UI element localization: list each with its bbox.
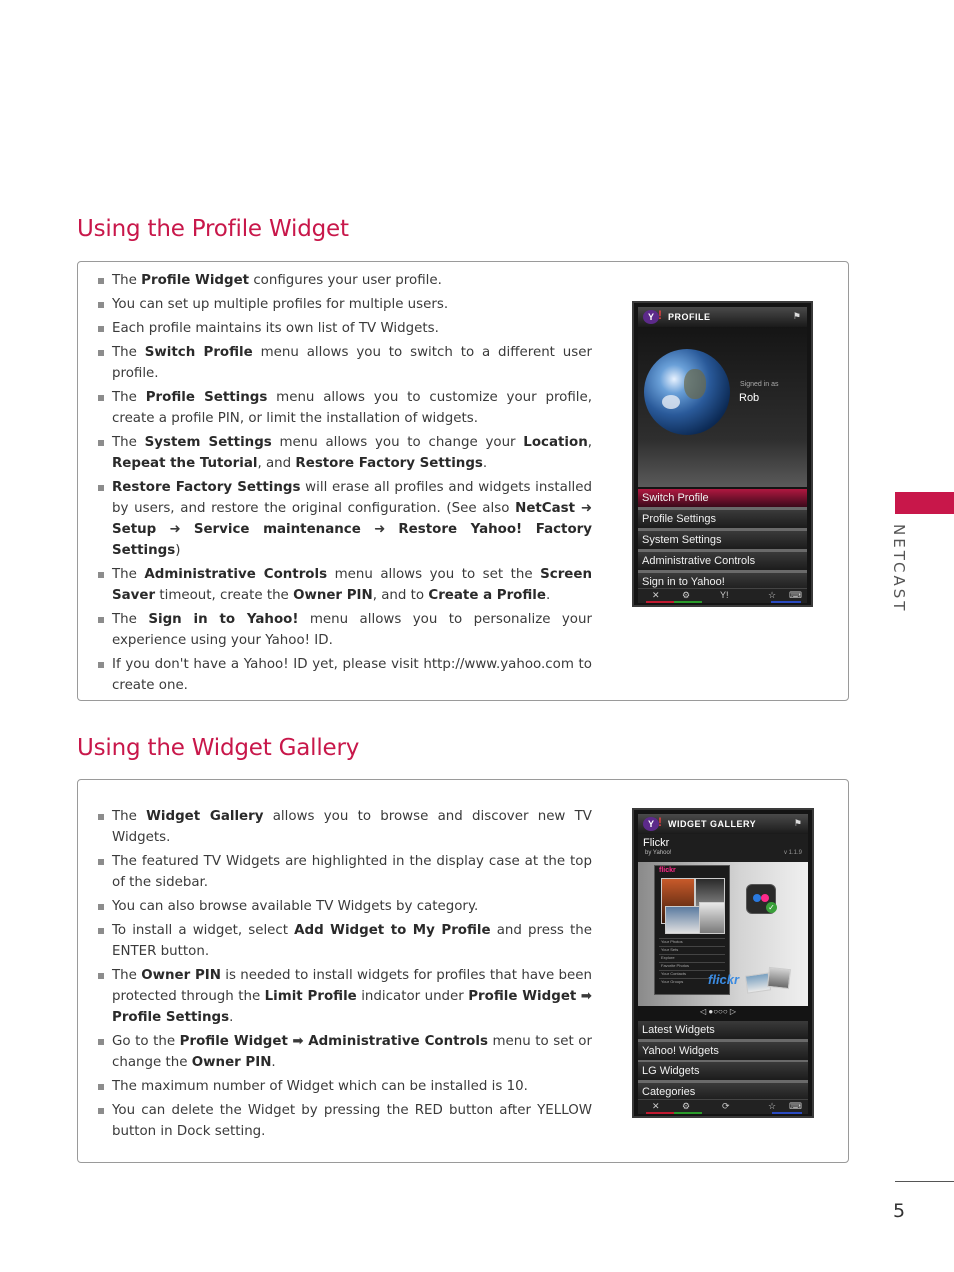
gallery-bullet-8: You can delete the Widget by pressing the RED button after YELLOW button in Dock setting.	[97, 1100, 592, 1142]
widget-gallery-screen	[632, 808, 814, 1118]
profile-bullet-4: The Switch Profile menu allows you to switch to a different user profile.	[97, 342, 592, 384]
close-icon[interactable]: ✕	[652, 590, 660, 600]
bullet-square-icon	[98, 572, 104, 578]
check-icon: ✓	[766, 902, 777, 913]
screen-title: PROFILE	[668, 312, 711, 322]
menu-categories[interactable]: Categories	[638, 1083, 808, 1101]
flickr-mini-logo: flickr	[659, 867, 676, 874]
widget-author: by Yahoo!	[645, 850, 672, 856]
bullet-square-icon	[98, 350, 104, 356]
flickr-big-logo: flickr	[708, 972, 740, 987]
widget-info	[638, 834, 808, 864]
menu-lg-widgets[interactable]: LG Widgets	[638, 1062, 808, 1080]
profile-bullet-2: You can set up multiple profiles for multiple users.	[97, 294, 592, 315]
signed-in-label: Signed in as	[740, 381, 779, 388]
menu-system-settings[interactable]: System Settings	[638, 531, 807, 549]
phone-menu-item: Favorite Photos	[661, 963, 690, 968]
phone-menu-item: Your Groups	[661, 979, 684, 984]
carousel-pager[interactable]: ◁ ●○○○ ▷	[700, 1007, 737, 1016]
arrow-right-icon: ➡	[292, 1034, 304, 1049]
menu-sign-in-yahoo[interactable]: Sign in to Yahoo!	[638, 573, 807, 591]
profile-widget-bullets	[97, 270, 592, 699]
bullet-square-icon	[98, 859, 104, 865]
dock-bar	[638, 588, 807, 603]
keyboard-icon[interactable]: ⌨	[789, 1101, 802, 1111]
widget-display-case[interactable]	[638, 862, 808, 1006]
profile-bullet-1: The Profile Widget configures your user profile.	[97, 270, 592, 291]
home-icon[interactable]: ⚑	[792, 311, 801, 321]
home-icon[interactable]: ⚑	[793, 818, 802, 828]
bullet-square-icon	[98, 278, 104, 284]
bullet-square-icon	[98, 904, 104, 910]
bullet-square-icon	[98, 1108, 104, 1114]
gallery-bullet-5: The Owner PIN is needed to install widgets for profiles that have been protected through the Limit Profile indicator under Profile Widget ➡ Profile Settings.	[97, 965, 592, 1028]
yahoo-exclamation-icon: !	[658, 308, 662, 322]
arrow-right-icon: ➜	[169, 522, 181, 537]
bullet-square-icon	[98, 1084, 104, 1090]
yahoo-logo-icon: Y	[643, 817, 659, 831]
yahoo-logo-icon: Y	[643, 310, 659, 324]
profile-bullet-3: Each profile maintains its own list of TV Widgets.	[97, 318, 592, 339]
bullet-square-icon	[98, 326, 104, 332]
profile-bullet-6: The System Settings menu allows you to change your Location, Repeat the Tutorial, and Restore Factory Settings.	[97, 432, 592, 474]
bullet-square-icon	[98, 440, 104, 446]
profile-bullet-10: If you don't have a Yahoo! ID yet, please visit http://www.yahoo.com to create one.	[97, 654, 592, 696]
yahoo-exclamation-icon: !	[658, 815, 662, 829]
globe-image	[644, 349, 730, 435]
gallery-bullet-3: You can also browse available TV Widgets by category.	[97, 896, 592, 917]
keyboard-icon[interactable]: ⌨	[789, 590, 802, 600]
close-icon[interactable]: ✕	[652, 1101, 660, 1111]
bullet-square-icon	[98, 395, 104, 401]
signed-in-user: Rob	[739, 392, 760, 404]
bullet-square-icon	[98, 814, 104, 820]
dock-bar	[638, 1099, 808, 1114]
screen-title: WIDGET GALLERY	[668, 819, 757, 829]
arrow-right-icon: ➜	[373, 522, 386, 537]
bullet-square-icon	[98, 485, 104, 491]
widget-version: v 1.1.9	[783, 850, 802, 856]
menu-yahoo-widgets[interactable]: Yahoo! Widgets	[638, 1042, 808, 1060]
widget-gallery-bullets	[97, 806, 592, 1145]
yahoo-dock-icon[interactable]: Y!	[720, 590, 729, 600]
side-tab-text: NETCAST	[890, 524, 908, 614]
refresh-icon[interactable]: ⟳	[722, 1101, 730, 1111]
screen-header	[638, 307, 807, 327]
phone-menu-item: Your Sets	[661, 947, 679, 952]
arrow-right-icon: ➡	[580, 989, 592, 1004]
phone-menu-item: Your Contacts	[661, 971, 686, 976]
page-number-rule	[895, 1181, 954, 1182]
gallery-bullet-2: The featured TV Widgets are highlighted in the display case at the top of the sidebar.	[97, 851, 592, 893]
bullet-square-icon	[98, 662, 104, 668]
arrow-right-icon: ➜	[580, 501, 592, 516]
section-title-widget-gallery: Using the Widget Gallery	[77, 735, 360, 761]
profile-bullet-8: The Administrative Controls menu allows you to set the Screen Saver timeout, create the Owner PIN, and to Create a Profile.	[97, 564, 592, 606]
menu-latest-widgets[interactable]: Latest Widgets	[638, 1021, 808, 1039]
side-tab-label	[890, 524, 918, 614]
gear-icon[interactable]: ⚙	[682, 1101, 691, 1111]
profile-image-area	[638, 327, 807, 487]
bullet-square-icon	[98, 1039, 104, 1045]
widget-name: Flickr	[643, 837, 670, 849]
star-icon[interactable]: ☆	[768, 1101, 777, 1111]
page-number: 5	[893, 1200, 906, 1222]
side-tab-marker	[895, 492, 954, 514]
bullet-square-icon	[98, 617, 104, 623]
section-title-profile-widget: Using the Profile Widget	[77, 216, 349, 242]
menu-switch-profile[interactable]: Switch Profile	[638, 489, 807, 507]
gear-icon[interactable]: ⚙	[682, 590, 691, 600]
profile-bullet-9: The Sign in to Yahoo! menu allows you to personalize your experience using your Yahoo! ID.	[97, 609, 592, 651]
phone-menu-item: Explore	[661, 955, 675, 960]
profile-bullet-7: Restore Factory Settings will erase all profiles and widgets installed by users, and restore the original configuration. (See also NetCast ➜ Setup ➜ Service maintenance ➜ Restore Yahoo! Factory Settings)	[97, 477, 592, 561]
bullet-square-icon	[98, 973, 104, 979]
screen-header	[638, 814, 808, 834]
bullet-square-icon	[98, 302, 104, 308]
profile-bullet-5: The Profile Settings menu allows you to customize your profile, create a profile PIN, or limit the installation of widgets.	[97, 387, 592, 429]
profile-screen	[632, 301, 813, 607]
phone-menu-item: Your Photos	[661, 939, 683, 944]
menu-profile-settings[interactable]: Profile Settings	[638, 510, 807, 528]
gallery-bullet-6: Go to the Profile Widget ➡ Administrative Controls menu to set or change the Owner PIN.	[97, 1031, 592, 1073]
star-icon[interactable]: ☆	[768, 590, 777, 600]
bullet-square-icon	[98, 928, 104, 934]
gallery-bullet-7: The maximum number of Widget which can be installed is 10.	[97, 1076, 592, 1097]
gallery-bullet-4: To install a widget, select Add Widget to My Profile and press the ENTER button.	[97, 920, 592, 962]
menu-administrative-controls[interactable]: Administrative Controls	[638, 552, 807, 570]
gallery-bullet-1: The Widget Gallery allows you to browse and discover new TV Widgets.	[97, 806, 592, 848]
